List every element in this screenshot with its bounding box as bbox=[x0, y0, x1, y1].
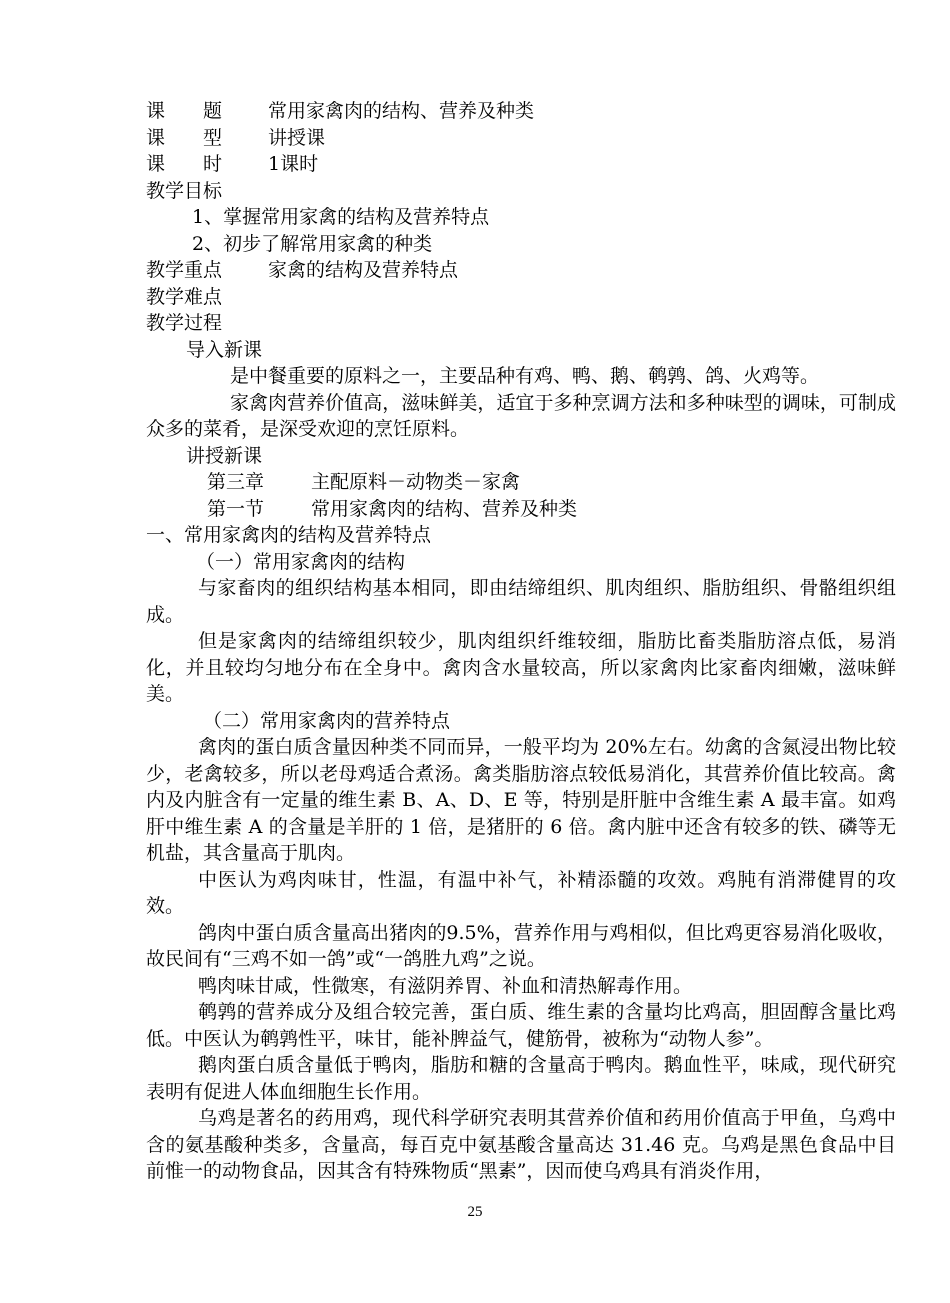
key-point-value: 家禽的结构及营养特点 bbox=[268, 259, 459, 281]
body-paragraph: 禽肉的蛋白质含量因种类不同而异，一般平均为 20%左右。幼禽的含氮浸出物比较少，老禽较多，所以老母鸡适合煮汤。禽类脂肪溶点较低易消化，其营养价值比较高。禽内及内脏含有一定量的维生素 B、A、D、E 等，特别是肝脏中含维生素 A 最丰富。如鸡肝中维生素 A 的含量是羊肝的 1 倍，是猪肝的 6 倍。禽内脏中还含有较多的铁、磷等无机盐，其含量高于肌肉。 bbox=[146, 736, 896, 864]
process-label: 教学过程 bbox=[146, 312, 223, 334]
objective-item: 2、初步了解常用家禽的种类 bbox=[192, 232, 433, 255]
topic-row bbox=[146, 98, 896, 125]
sub1-heading: （一）常用家禽肉的结构 bbox=[196, 550, 406, 573]
topic-label: 课 题 bbox=[146, 100, 223, 122]
intro-heading: 导入新课 bbox=[186, 338, 263, 361]
chapter-number: 第三章 bbox=[207, 471, 265, 493]
chapter-title: 主配原料－动物类－家禽 bbox=[311, 471, 521, 493]
lesson-heading: 讲授新课 bbox=[186, 444, 263, 467]
topic-value: 常用家禽肉的结构、营养及种类 bbox=[268, 100, 535, 122]
type-row bbox=[146, 125, 896, 152]
intro-line: 是中餐重要的原料之一，主要品种有鸡、鸭、鹅、鹌鹑、鸽、火鸡等。 bbox=[230, 365, 820, 387]
section-title: 常用家禽肉的结构、营养及种类 bbox=[311, 497, 578, 520]
chapter-row bbox=[146, 469, 896, 496]
hours-value: 1课时 bbox=[268, 153, 319, 175]
body-paragraph: 鹌鹑的营养成分及组合较完善，蛋白质、维生素的含量均比鸡高，胆固醇含量比鸡低。中医认为鹌鹑性平，味甘，能补脾益气，健筋骨，被称为“动物人参”。 bbox=[146, 1001, 896, 1050]
hours-label: 课 时 bbox=[146, 153, 223, 175]
part1-heading: 一、常用家禽肉的结构及营养特点 bbox=[146, 524, 432, 546]
section-row bbox=[146, 496, 896, 523]
body-paragraph: 鸽肉中蛋白质含量高出猪肉的9.5%，营养作用与鸡相似，但比鸡更容易消化吸收，故民间有“三鸡不如一鸽”或“一鸽胜九鸡”之说。 bbox=[146, 921, 896, 970]
document-page bbox=[146, 98, 896, 1185]
key-point-row bbox=[146, 257, 896, 284]
key-point-label: 教学重点 bbox=[146, 259, 223, 281]
difficulty-label: 教学难点 bbox=[146, 285, 223, 308]
body-paragraph: 鹅肉蛋白质含量低于鸭肉，脂肪和糖的含量高于鸭肉。鹅血性平，味咸，现代研究表明有促进人体血细胞生长作用。 bbox=[146, 1054, 896, 1103]
body-paragraph: 与家畜肉的组织结构基本相同，即由结缔组织、肌肉组织、脂肪组织、骨骼组织组成。 bbox=[146, 577, 896, 626]
intro-paragraph: 家禽肉营养价值高，滋味鲜美，适宜于多种烹调方法和多种味型的调味，可制成众多的菜肴，是深受欢迎的烹饪原料。 bbox=[146, 391, 896, 440]
type-label: 课 型 bbox=[146, 126, 223, 149]
body-paragraph: 鸭肉味甘咸，性微寒，有滋阴养胃、补血和清热解毒作用。 bbox=[198, 974, 693, 997]
body-paragraph: 乌鸡是著名的药用鸡，现代科学研究表明其营养价值和药用价值高于甲鱼，乌鸡中含的氨基酸种类多，含量高，每百克中氨基酸含量高达 31.46 克。乌鸡是黑色食品中目前惟一的动物食品，因其含有特殊物质“黑素”，因而使乌鸡具有消炎作用， bbox=[146, 1107, 896, 1182]
page-number: 25 bbox=[467, 1204, 483, 1220]
section-number: 第一节 bbox=[207, 497, 265, 520]
hours-row bbox=[146, 151, 896, 178]
objectives-label: 教学目标 bbox=[146, 179, 223, 202]
body-paragraph: 但是家禽肉的结缔组织较少，肌肉组织纤维较细，脂肪比畜类脂肪溶点低，易消化，并且较均匀地分布在全身中。禽肉含水量较高，所以家禽肉比家畜肉细嫩，滋味鲜美。 bbox=[146, 630, 896, 705]
body-paragraph: 中医认为鸡肉味甘，性温，有温中补气，补精添髓的攻效。鸡肫有消滞健胃的攻效。 bbox=[146, 868, 896, 917]
sub2-heading: （二）常用家禽肉的营养特点 bbox=[203, 709, 451, 732]
objective-item: 1、掌握常用家禽的结构及营养特点 bbox=[192, 206, 490, 228]
type-value: 讲授课 bbox=[268, 126, 326, 149]
